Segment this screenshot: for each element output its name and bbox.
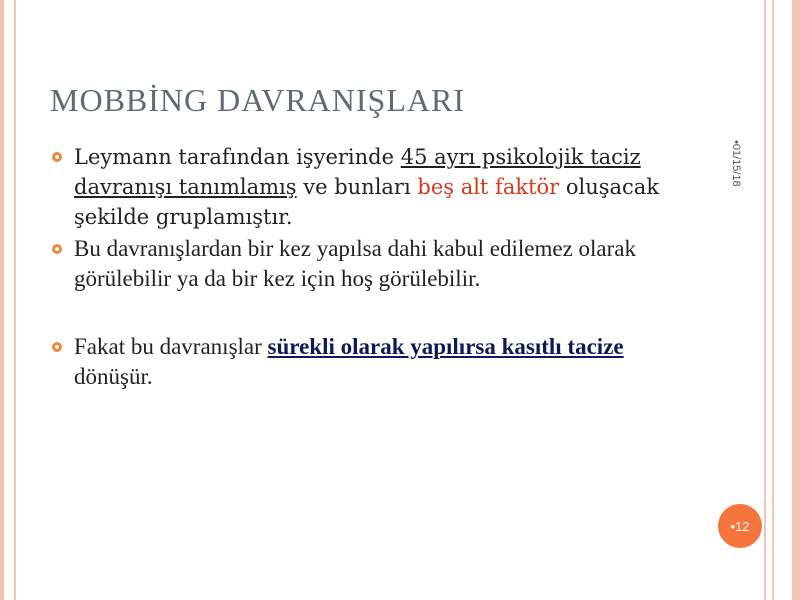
right-border-line-1 — [764, 0, 766, 600]
bullet-item-leymann: Leymann tarafından işyerinde 45 ayrı psikolojik taciz davranışı tanımlamış ve bunları beş alt faktör oluşacak şekilde gruplamıştır. — [50, 142, 690, 232]
bullet-item-tolerance: Bu davranışlardan bir kez yapılsa dahi kabul edilemez olarak görülebilir ya da bir kez için hoş görülebilir. — [50, 234, 690, 294]
right-border-line-2 — [772, 0, 774, 600]
page-number-badge: • 12 — [718, 504, 762, 548]
bullet-circle-icon — [52, 342, 62, 352]
bullet-list — [50, 142, 690, 392]
slide-date: •01/15/18 — [730, 140, 742, 187]
bold-underlined-phrase: sürekli olarak yapılırsa kasıtlı tacize — [267, 334, 624, 359]
slide-title: MOBBİNG DAVRANIŞLARI — [50, 82, 465, 118]
bullet-circle-icon — [52, 244, 62, 254]
left-border-line-inner — [14, 0, 16, 600]
bullet-circle-icon — [52, 152, 62, 162]
highlighted-phrase: beş alt faktör — [417, 175, 560, 199]
right-border-band — [792, 0, 800, 600]
left-border-line-outer — [0, 0, 4, 600]
underlined-phrase: 45 ayrı psikolojik taciz davranışı tanımlamış — [74, 145, 641, 199]
bullet-item-continuous: Fakat bu davranışlar sürekli olarak yapılırsa kasıtlı tacize dönüşür. — [50, 332, 690, 392]
